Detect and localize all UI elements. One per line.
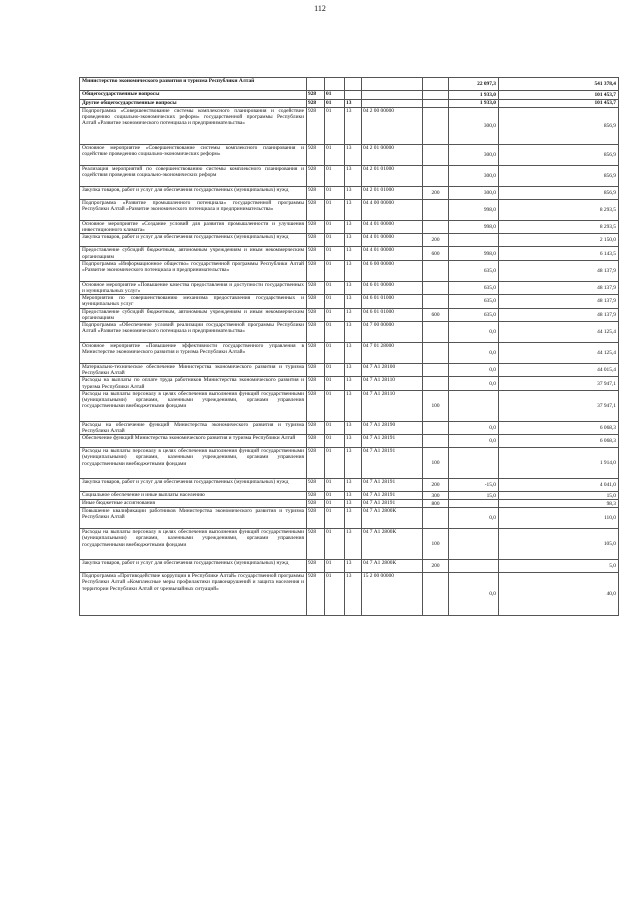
table-row (80, 166, 619, 187)
row-name: Основное мероприятие «Совершенствование системы комплексного планирования и содействие проведению социально-экономических реформ» (80, 145, 307, 166)
row-cs: 04 2 01 01000 (362, 166, 423, 187)
row-amount-change: 0,0 (449, 364, 499, 377)
row-rz: 01 (325, 390, 345, 421)
row-name: Расходы на выплаты персоналу в целях обеспечения выполнения функций государственными (муниципальными) органами, казенными учреждениями, органами управления государственными внебюджетными фондами (80, 390, 307, 421)
table-row (80, 500, 619, 508)
row-vr: 100 (423, 529, 449, 560)
row-cs: 04 7 А1 2800К (362, 529, 423, 560)
row-name: Расходы на обеспечение функций Министерства экономического развития и туризма Республики Алтай (80, 421, 307, 434)
row-name: Общегосударственные вопросы (80, 91, 307, 100)
row-pr: 13 (345, 100, 362, 108)
row-name: Подпрограмма «Развитие промышленного потенциала» государственной программы Республики Алтай «Развитие экономического потенциала и предпринимательства» (80, 200, 307, 221)
row-cs: 04 7 А1 28191 (362, 435, 423, 448)
table-row (80, 492, 619, 500)
row-name: Предоставление субсидий бюджетным, автономным учреждениям и иным некоммерческим организациям (80, 247, 307, 260)
row-rz (325, 78, 345, 91)
table-row (80, 560, 619, 573)
row-vr (423, 166, 449, 187)
row-name: Расходы на выплаты персоналу в целях обеспечения выполнения функций государственными (муниципальными) органами, казенными учреждениями, органами управления государственными внебюджетными фондами (80, 448, 307, 479)
row-vr (423, 322, 449, 343)
row-cs: 04 6 00 00000 (362, 260, 423, 281)
row-name: Подпрограмма «Обеспечение условий реализации государственной программы Республики Алтай «Развитие экономического потенциала и предпринимательства» (80, 322, 307, 343)
row-rz: 01 (325, 343, 345, 364)
row-gr: 928 (307, 108, 325, 145)
row-vr (423, 364, 449, 377)
row-name: Закупка товаров, работ и услуг для обеспечения государственных (муниципальных) нужд (80, 187, 307, 200)
row-name: Закупка товаров, работ и услуг для обеспечения государственных (муниципальных) нужд (80, 479, 307, 492)
row-vr: 200 (423, 187, 449, 200)
row-amount-total: 15,0 (499, 492, 619, 500)
row-amount-change: 0,0 (449, 421, 499, 434)
row-amount-total: 856,9 (499, 145, 619, 166)
row-amount-change: 300,0 (449, 145, 499, 166)
row-name: Расходы на выплаты персоналу в целях обеспечения выполнения функций государственными (муниципальными) органами, казенными учреждениями, органами управления государственными внебюджетными фондами (80, 529, 307, 560)
row-pr: 13 (345, 145, 362, 166)
row-amount-total: 6 143,5 (499, 247, 619, 260)
row-rz: 01 (325, 364, 345, 377)
table-row (80, 573, 619, 616)
row-vr (423, 343, 449, 364)
row-rz: 01 (325, 200, 345, 221)
row-vr (423, 221, 449, 234)
table-row (80, 247, 619, 260)
row-gr: 928 (307, 448, 325, 479)
row-amount-total: 6 068,3 (499, 435, 619, 448)
row-pr: 13 (345, 247, 362, 260)
row-name: Мероприятия по совершенствованию механизма предоставления государственных и муниципальных услуг (80, 295, 307, 308)
row-amount-change: 0,0 (449, 573, 499, 616)
row-rz: 01 (325, 529, 345, 560)
row-pr: 13 (345, 281, 362, 294)
row-cs: 04 7 01 28000 (362, 343, 423, 364)
row-rz: 01 (325, 308, 345, 321)
row-cs (362, 100, 423, 108)
row-gr: 928 (307, 508, 325, 529)
row-rz: 01 (325, 448, 345, 479)
row-amount-change: 635,0 (449, 260, 499, 281)
row-amount-total: 1 914,0 (499, 448, 619, 479)
row-vr (423, 421, 449, 434)
row-amount-total: 44 015,4 (499, 364, 619, 377)
row-vr (423, 78, 449, 91)
row-gr: 928 (307, 260, 325, 281)
row-amount-change: 0,0 (449, 343, 499, 364)
row-vr: 600 (423, 247, 449, 260)
row-name: Закупка товаров, работ и услуг для обеспечения государственных (муниципальных) нужд (80, 234, 307, 247)
row-cs: 04 7 А1 28110 (362, 377, 423, 390)
row-amount-total: 44 125,4 (499, 343, 619, 364)
row-cs: 04 4 01 00000 (362, 247, 423, 260)
row-name: Закупка товаров, работ и услуг для обеспечения государственных (муниципальных) нужд (80, 560, 307, 573)
row-amount-total: 101 453,7 (499, 100, 619, 108)
row-rz: 01 (325, 573, 345, 616)
table-row (80, 187, 619, 200)
row-pr: 13 (345, 260, 362, 281)
row-amount-change (449, 234, 499, 247)
row-amount-total: 4 041,0 (499, 479, 619, 492)
row-vr (423, 260, 449, 281)
row-pr: 13 (345, 108, 362, 145)
row-name: Подпрограмма «Противодействие коррупции в Республике Алтай» государственной программы Республики Алтай «Комплексные меры профилактики правонарушений и защита населения и территории Республики Алтай от чрезвычайных ситуаций» (80, 573, 307, 616)
row-cs: 04 7 А1 28191 (362, 500, 423, 508)
row-name: Подпрограмма «Совершенствование системы комплексного планирования и содействие проведению социально-экономических реформ» государственной программы Республики Алтай «Развитие экономического потенциала и предпринимательства» (80, 108, 307, 145)
row-vr (423, 573, 449, 616)
row-amount-total: 6 068,3 (499, 421, 619, 434)
row-gr: 928 (307, 145, 325, 166)
row-amount-change: 300,0 (449, 166, 499, 187)
row-name: Реализация мероприятий по совершенствованию системы комплексного планирования и содействия проведения социально-экономических реформ (80, 166, 307, 187)
row-amount-change: -15,0 (449, 479, 499, 492)
table-row (80, 377, 619, 390)
row-cs: 15 2 00 00000 (362, 573, 423, 616)
row-vr: 200 (423, 560, 449, 573)
row-vr (423, 100, 449, 108)
page-number: 112 (314, 4, 326, 13)
row-pr: 13 (345, 479, 362, 492)
row-vr (423, 377, 449, 390)
row-gr: 928 (307, 234, 325, 247)
row-amount-total: 541 378,4 (499, 78, 619, 91)
row-rz: 01 (325, 377, 345, 390)
row-pr: 13 (345, 421, 362, 434)
row-amount-change: 998,0 (449, 221, 499, 234)
table-row (80, 295, 619, 308)
row-rz: 01 (325, 221, 345, 234)
row-cs (362, 78, 423, 91)
row-pr: 13 (345, 166, 362, 187)
budget-table (79, 77, 619, 616)
row-amount-change: 635,0 (449, 308, 499, 321)
row-gr: 928 (307, 200, 325, 221)
row-rz: 01 (325, 492, 345, 500)
row-vr: 300 (423, 492, 449, 500)
row-gr: 928 (307, 187, 325, 200)
row-amount-change: 635,0 (449, 295, 499, 308)
table-row (80, 91, 619, 100)
table-row (80, 78, 619, 91)
row-name: Подпрограмма «Информационное общество» государственной программы Республики Алтай «Развитие экономического потенциала и предпринимательства» (80, 260, 307, 281)
row-name: Основное мероприятие «Создание условий для развития промышленности и улучшения инвестиционного климата» (80, 221, 307, 234)
row-name: Основное мероприятие «Повышение эффективности государственного управления в Министерстве экономического развития и туризма Республики Алтай» (80, 343, 307, 364)
row-amount-change: 0,0 (449, 435, 499, 448)
row-gr: 928 (307, 295, 325, 308)
row-amount-change: 0,0 (449, 508, 499, 529)
row-vr (423, 295, 449, 308)
row-gr: 928 (307, 435, 325, 448)
row-amount-total: 37 947,1 (499, 390, 619, 421)
row-gr: 928 (307, 492, 325, 500)
row-gr: 928 (307, 343, 325, 364)
row-amount-total: 8 293,5 (499, 221, 619, 234)
row-cs: 04 2 01 01000 (362, 187, 423, 200)
table-row (80, 308, 619, 321)
table-row (80, 145, 619, 166)
table-row (80, 448, 619, 479)
table-row (80, 281, 619, 294)
row-amount-change: 300,0 (449, 108, 499, 145)
row-gr: 928 (307, 91, 325, 100)
row-cs: 04 4 01 00000 (362, 234, 423, 247)
row-pr: 13 (345, 187, 362, 200)
row-gr: 928 (307, 322, 325, 343)
row-gr: 928 (307, 100, 325, 108)
row-amount-total: 5,0 (499, 560, 619, 573)
table-row (80, 479, 619, 492)
row-cs: 04 6 01 01000 (362, 308, 423, 321)
table-row (80, 343, 619, 364)
row-amount-total: 8 293,5 (499, 200, 619, 221)
row-amount-change: 1 933,0 (449, 91, 499, 100)
row-vr: 100 (423, 390, 449, 421)
table-row (80, 322, 619, 343)
row-pr: 13 (345, 377, 362, 390)
row-vr: 100 (423, 448, 449, 479)
row-amount-total: 105,0 (499, 529, 619, 560)
row-cs: 04 7 А1 28110 (362, 390, 423, 421)
row-amount-total: 856,9 (499, 187, 619, 200)
table-row (80, 364, 619, 377)
row-rz: 01 (325, 100, 345, 108)
row-pr: 13 (345, 508, 362, 529)
row-name: Иные бюджетные ассигнования (80, 500, 307, 508)
row-name: Повышение квалификации работников Министерства экономического развития и туризма Республики Алтай (80, 508, 307, 529)
row-amount-change: 635,0 (449, 281, 499, 294)
row-amount-total: 101 453,7 (499, 91, 619, 100)
row-pr: 13 (345, 500, 362, 508)
row-amount-change: 1 933,0 (449, 100, 499, 108)
row-cs: 04 7 А1 2800К (362, 560, 423, 573)
row-rz: 01 (325, 108, 345, 145)
row-amount-change (449, 390, 499, 421)
row-amount-total: 856,9 (499, 108, 619, 145)
row-vr: 600 (423, 308, 449, 321)
row-rz: 01 (325, 322, 345, 343)
row-amount-change: 0,0 (449, 377, 499, 390)
table-row (80, 508, 619, 529)
row-cs: 04 7 А1 28191 (362, 492, 423, 500)
row-rz: 01 (325, 508, 345, 529)
row-cs: 04 7 А1 28191 (362, 448, 423, 479)
row-cs: 04 7 А1 28100 (362, 364, 423, 377)
row-vr (423, 435, 449, 448)
row-gr: 928 (307, 479, 325, 492)
row-amount-total: 2 150,0 (499, 234, 619, 247)
table-row (80, 260, 619, 281)
row-amount-change: 22 097,3 (449, 78, 499, 91)
row-cs: 04 7 А1 28190 (362, 421, 423, 434)
row-pr: 13 (345, 234, 362, 247)
row-rz: 01 (325, 234, 345, 247)
row-amount-total: 48 137,9 (499, 260, 619, 281)
row-name: Социальное обеспечение и иные выплаты населению (80, 492, 307, 500)
row-amount-change: 0,0 (449, 322, 499, 343)
table-row (80, 108, 619, 145)
table-row (80, 435, 619, 448)
row-cs: 04 6 01 01000 (362, 295, 423, 308)
row-name: Обеспечение функций Министерства экономического развития и туризма Республики Алтай (80, 435, 307, 448)
row-gr: 928 (307, 500, 325, 508)
row-rz: 01 (325, 260, 345, 281)
row-pr (345, 78, 362, 91)
row-name: Предоставление субсидий бюджетным, автономным учреждениям и иным некоммерческим организациям (80, 308, 307, 321)
row-pr: 13 (345, 221, 362, 234)
row-vr: 800 (423, 500, 449, 508)
row-rz: 01 (325, 166, 345, 187)
row-gr: 928 (307, 377, 325, 390)
row-name: Расходы на выплаты по оплате труда работников Министерства экономического развития и туризма Республики Алтай (80, 377, 307, 390)
table-row (80, 200, 619, 221)
row-cs: 04 4 00 00000 (362, 200, 423, 221)
row-amount-change: 998,0 (449, 200, 499, 221)
row-rz: 01 (325, 145, 345, 166)
table-row (80, 100, 619, 108)
row-pr: 13 (345, 200, 362, 221)
row-rz: 01 (325, 187, 345, 200)
row-pr: 13 (345, 492, 362, 500)
row-amount-change (449, 529, 499, 560)
row-amount-total: 48 137,9 (499, 281, 619, 294)
row-amount-change (449, 500, 499, 508)
row-rz: 01 (325, 435, 345, 448)
row-rz: 01 (325, 295, 345, 308)
row-rz: 01 (325, 91, 345, 100)
row-gr: 928 (307, 529, 325, 560)
table-row (80, 421, 619, 434)
row-rz: 01 (325, 500, 345, 508)
row-gr: 928 (307, 247, 325, 260)
row-gr: 928 (307, 364, 325, 377)
table-row (80, 390, 619, 421)
row-pr: 13 (345, 308, 362, 321)
row-gr: 928 (307, 308, 325, 321)
row-name: Материально-техническое обеспечение Министерства экономического развития и туризма Республики Алтай (80, 364, 307, 377)
row-amount-change (449, 448, 499, 479)
row-pr: 13 (345, 529, 362, 560)
row-pr: 13 (345, 364, 362, 377)
row-pr: 13 (345, 295, 362, 308)
row-rz: 01 (325, 247, 345, 260)
row-vr (423, 281, 449, 294)
row-pr: 13 (345, 573, 362, 616)
row-amount-total: 44 125,4 (499, 322, 619, 343)
row-vr: 200 (423, 234, 449, 247)
row-pr: 13 (345, 343, 362, 364)
table-row (80, 234, 619, 247)
row-amount-change: 15,0 (449, 492, 499, 500)
row-pr: 13 (345, 322, 362, 343)
row-cs (362, 91, 423, 100)
row-vr (423, 91, 449, 100)
row-vr (423, 108, 449, 145)
row-gr: 928 (307, 281, 325, 294)
row-vr (423, 508, 449, 529)
row-cs: 04 7 А1 2800К (362, 508, 423, 529)
row-amount-change (449, 560, 499, 573)
row-gr: 928 (307, 573, 325, 616)
row-cs: 04 7 А1 28191 (362, 479, 423, 492)
row-pr (345, 91, 362, 100)
row-cs: 04 4 01 00000 (362, 221, 423, 234)
table-row (80, 221, 619, 234)
row-pr: 13 (345, 448, 362, 479)
row-rz: 01 (325, 421, 345, 434)
row-cs: 04 6 01 00000 (362, 281, 423, 294)
budget-table-body (80, 78, 619, 616)
row-gr: 928 (307, 560, 325, 573)
row-gr: 928 (307, 421, 325, 434)
row-amount-total: 40,0 (499, 573, 619, 616)
row-name: Основное мероприятие «Повышение качества предоставления и доступности государственных и муниципальных услуг» (80, 281, 307, 294)
row-gr: 928 (307, 221, 325, 234)
row-amount-total: 48 137,9 (499, 295, 619, 308)
row-pr: 13 (345, 390, 362, 421)
row-name: Министерство экономического развития и туризма Республики Алтай (80, 78, 307, 91)
table-row (80, 529, 619, 560)
row-amount-total: 48 137,9 (499, 308, 619, 321)
row-gr: 928 (307, 166, 325, 187)
row-cs: 04 2 00 00000 (362, 108, 423, 145)
row-amount-change: 998,0 (449, 247, 499, 260)
row-vr (423, 200, 449, 221)
row-gr: 928 (307, 390, 325, 421)
row-rz: 01 (325, 281, 345, 294)
row-amount-total: 856,9 (499, 166, 619, 187)
row-cs: 04 7 00 00000 (362, 322, 423, 343)
row-vr: 200 (423, 479, 449, 492)
row-pr: 13 (345, 435, 362, 448)
row-rz: 01 (325, 479, 345, 492)
row-cs: 04 2 01 00000 (362, 145, 423, 166)
row-gr (307, 78, 325, 91)
row-name: Другие общегосударственные вопросы (80, 100, 307, 108)
row-vr (423, 145, 449, 166)
row-amount-total: 110,0 (499, 508, 619, 529)
row-amount-total: 37 947,1 (499, 377, 619, 390)
row-pr: 13 (345, 560, 362, 573)
row-rz: 01 (325, 560, 345, 573)
row-amount-total: 98,3 (499, 500, 619, 508)
row-amount-change: 300,0 (449, 187, 499, 200)
